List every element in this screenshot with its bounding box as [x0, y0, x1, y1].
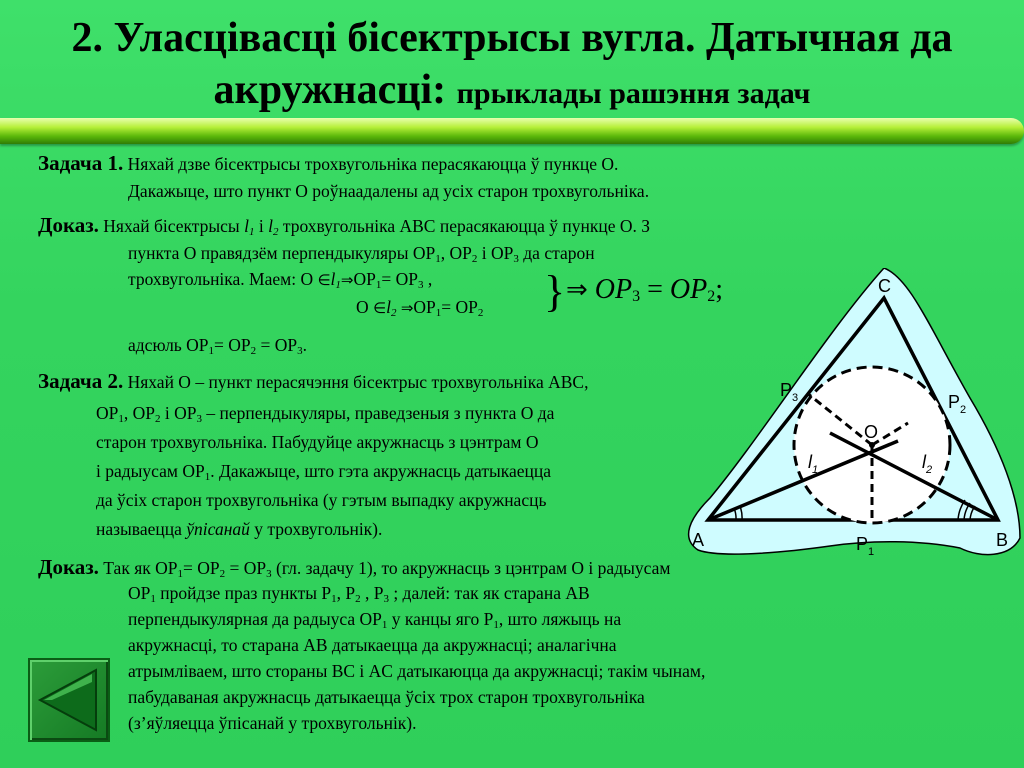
triangle-left-icon: [30, 660, 108, 740]
l2-sub: 2: [272, 226, 279, 238]
task2-line-2: [96, 402, 554, 430]
proof1-text: Няхай бісектрысы: [103, 216, 240, 236]
seg: ,: [423, 269, 433, 289]
title-divider-bar: [0, 118, 1024, 144]
seg: =: [640, 274, 670, 305]
seg: і OP: [477, 243, 514, 263]
seg: і OP: [160, 403, 197, 423]
sub: 2: [219, 568, 226, 580]
sub: 2: [250, 345, 257, 357]
element-of-symbol: ∈: [373, 299, 387, 317]
seg: пункта О правядзём перпендыкуляры OP: [128, 243, 436, 263]
seg: – перпендыкуляры, праведзеныя з пункта О да: [201, 403, 555, 423]
sub: 3: [418, 279, 424, 291]
proof2-line-3: [128, 608, 621, 636]
title-line-2: [0, 64, 1024, 120]
sub: 2: [471, 253, 478, 265]
proof1-text: трохвугольніка ABC перасякаюцца ў пункце О. З: [282, 216, 651, 236]
bisector-l2: [268, 216, 278, 236]
l2-letter: l: [386, 297, 391, 317]
l-letter: l: [808, 452, 812, 472]
seg: OP: [353, 269, 376, 289]
proof1-line-4: [356, 296, 483, 324]
proof1-label: Доказ.: [38, 213, 99, 237]
label-o: O: [864, 422, 879, 442]
sub: 2: [477, 307, 484, 319]
sub: 1: [177, 568, 183, 580]
seg: у трохвугольнік).: [254, 519, 383, 539]
task2-line-6: [96, 518, 382, 540]
p-sub: 2: [960, 404, 967, 416]
seg: = OP: [214, 335, 251, 355]
seg: , што ляжыць на: [498, 609, 622, 629]
seg: і радыусам OP: [96, 461, 205, 481]
seg: = OP: [381, 269, 418, 289]
sub: 1: [118, 413, 124, 425]
proof2-line-5: атрымліваем, што стораны BC і AC датыкаюцца да акружнасці; такім чынам,: [128, 661, 706, 681]
and-word: і: [258, 216, 264, 236]
bisector-l1: [244, 216, 254, 236]
seg: (гл. задачу 1), то акружнасць з цэнтрам О і радыусам: [271, 558, 671, 578]
center-o: [869, 442, 875, 448]
title-subtitle: прыклады рашэння задач: [456, 77, 811, 110]
title-line-2-text: акружнасці:: [213, 67, 447, 113]
proof2-label: Доказ.: [38, 555, 99, 579]
seg: адсюль OP: [128, 335, 209, 355]
sub: 1: [435, 253, 441, 265]
seg: = OP: [183, 558, 220, 578]
triangle-figure: [680, 268, 1024, 568]
task1-line-1: [38, 152, 618, 175]
seg: , P: [336, 583, 356, 603]
sub: 1: [435, 307, 442, 319]
proof1-line-2: [128, 242, 595, 270]
seg: = OP: [441, 297, 478, 317]
task1-line-2: Дакажыце, што пункт О роўнаадалены ад усіх старон трохвугольніка.: [128, 181, 650, 201]
sub: 3: [266, 568, 272, 580]
sub: 1: [381, 619, 388, 631]
element-of-symbol: ∈: [317, 271, 331, 289]
seg: , P: [360, 583, 384, 603]
task2-line-1: [38, 370, 588, 393]
sub: 3: [297, 345, 303, 357]
seg: = OP: [225, 558, 267, 578]
task1-text-1: Няхай дзве бісектрысы трохвугольніка перасякаюцца ў пункце О.: [127, 154, 619, 174]
implies-symbol: ⇒: [566, 275, 588, 305]
seg: трохвугольніка. Маем: О: [128, 269, 314, 289]
seg: .: [302, 335, 308, 355]
seg: Так як OP: [103, 558, 178, 578]
l2-letter: l: [268, 216, 273, 236]
l1-letter: l: [330, 269, 336, 289]
sub: 3: [196, 413, 202, 425]
seg: , OP: [440, 243, 472, 263]
p-letter: P: [780, 380, 793, 400]
proof2-line-1: [38, 556, 670, 585]
seg: . Дакажыце, што гэта акружнасць датыкаецца: [210, 461, 552, 481]
l-sub: 2: [926, 464, 933, 476]
task2-line-4: [96, 460, 551, 488]
task2-line-3: старон трохвугольніка. Пабудуйце акружнасць з цэнтрам О: [96, 432, 539, 452]
proof1-line-1: [38, 214, 650, 243]
label-a: A: [692, 530, 705, 550]
sub: 1: [208, 345, 215, 357]
l-sub: 1: [812, 464, 819, 476]
sub: 1: [493, 619, 499, 631]
sub: 1: [331, 593, 337, 605]
sub: 1: [204, 471, 211, 483]
proof1-line-3: [128, 268, 432, 296]
seg: OP: [669, 274, 708, 305]
proof2-line-4: акружнасці, то старана AB датыкаецца да акружнасці; аналагічна: [128, 635, 617, 655]
seg: перпендыкулярная да радыуса OP: [128, 609, 382, 629]
seg: = OP: [256, 335, 298, 355]
proof1-conclusion: [128, 334, 307, 362]
l1-letter: l: [244, 216, 249, 236]
inscribed-word: ўпісанай: [186, 519, 250, 539]
seg: OP: [96, 403, 119, 423]
implies-symbol: ⇒: [400, 299, 414, 317]
system-brace: }: [544, 267, 566, 316]
title-line-1: 2. Уласцівасці бісектрысы вугла. Датычная да: [71, 15, 953, 61]
slide-title: [0, 12, 1024, 120]
p-sub: 1: [868, 546, 875, 558]
task1-label: Задача 1.: [38, 151, 124, 175]
seg: Няхай О – пункт перасячэння бісектрыс трохвугольніка ABC,: [127, 372, 589, 392]
sub: 1: [335, 279, 341, 291]
seg: , OP: [123, 403, 155, 423]
seg: OP: [128, 583, 151, 603]
back-button[interactable]: [28, 658, 110, 742]
sub: 1: [375, 279, 382, 291]
label-b: B: [996, 530, 1009, 550]
sub: 2: [355, 593, 361, 605]
seg: О: [356, 297, 369, 317]
seg: называецца: [96, 519, 182, 539]
seg: OP: [413, 297, 436, 317]
seg: пройдзе праз пункты P: [155, 583, 332, 603]
sub: 3: [383, 593, 389, 605]
seg: ; далей: так як старана AB: [388, 583, 590, 603]
p-letter: P: [948, 392, 961, 412]
sub: 2: [155, 413, 161, 425]
label-c: C: [878, 276, 891, 296]
implies-symbol: ⇒: [340, 271, 354, 289]
sub: 3: [513, 253, 519, 265]
seg: ;: [715, 274, 724, 305]
sub: 2: [390, 307, 397, 319]
p-letter: P: [856, 534, 869, 554]
l1-sub: 1: [248, 226, 255, 238]
sub: 2: [707, 288, 716, 305]
task2-line-5: да ўсіх старон трохвугольніка (у гэтым выпадку акружнасць: [96, 490, 547, 510]
sub: 1: [150, 593, 156, 605]
p-sub: 3: [792, 392, 799, 404]
proof2-line-7: (з’яўляецца ўпісанай у трохвугольнік).: [128, 713, 417, 733]
proof2-line-2: [128, 582, 590, 610]
sub: 3: [632, 288, 641, 305]
seg: да старон: [518, 243, 595, 263]
seg: OP: [594, 274, 633, 305]
seg: у канцы яго P: [387, 609, 494, 629]
l-letter: l: [922, 452, 926, 472]
task2-label: Задача 2.: [38, 369, 124, 393]
proof2-line-6: пабудаваная акружнасць датыкаецца ўсіх трох старон трохвугольніка: [128, 687, 645, 707]
